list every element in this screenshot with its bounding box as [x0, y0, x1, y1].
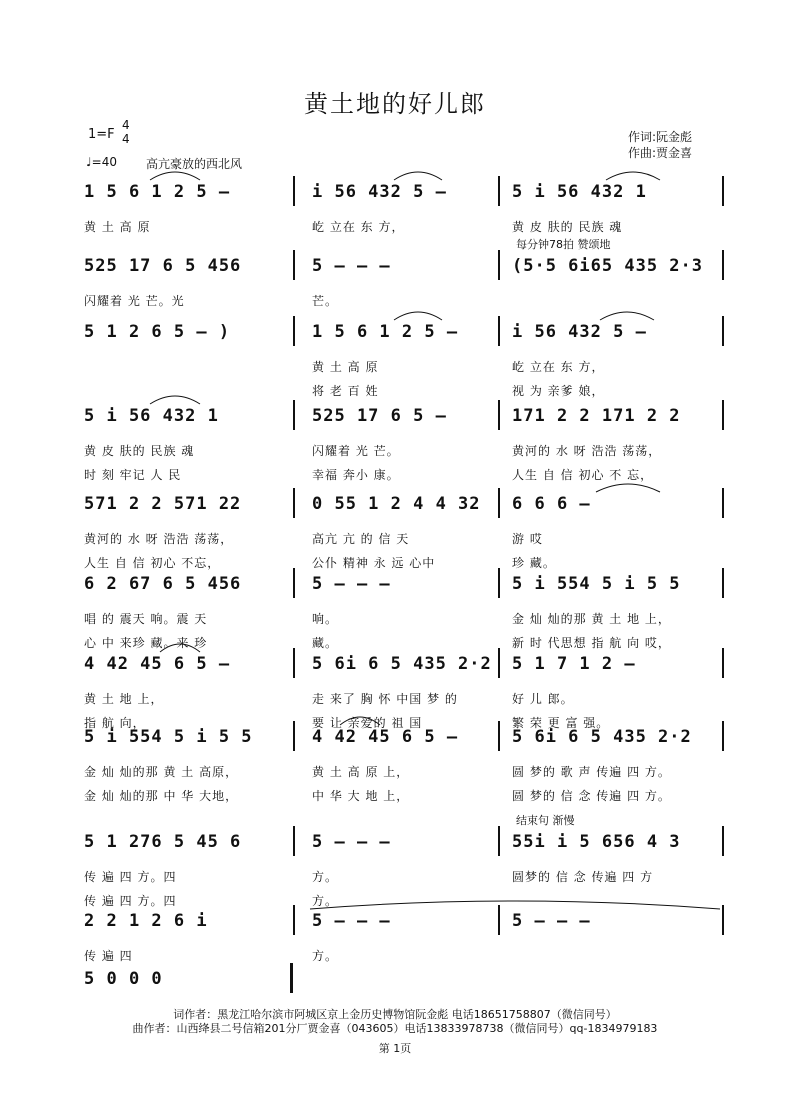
- slur: [150, 172, 200, 180]
- measure-notes: (5·5 6i65 435 2·3: [512, 256, 703, 276]
- slur: [310, 901, 720, 909]
- lyric-text: 公仆 精神 永 远 心中: [312, 556, 436, 570]
- lyric-text: 闪耀着 光 芒。: [312, 444, 400, 458]
- lyric-text: 视 为 亲爹 娘，: [512, 384, 605, 398]
- lyric-text: 走 来了 胸 怀 中国 梦 的: [312, 692, 458, 706]
- lyric-text: 黄 土 地 上，: [84, 692, 164, 706]
- lyricist-credit: 作词:阮金彪: [628, 130, 693, 144]
- measure-notes: 1 5 6 1 2 5 –: [84, 182, 231, 202]
- measure-notes: 5 0 0 0: [84, 969, 163, 989]
- slur: [150, 396, 200, 404]
- lyric-text: 游 哎: [512, 532, 543, 546]
- lyric-text: 黄 皮 肤的 民族 魂: [84, 444, 195, 458]
- measure-notes: 5 1 276 5 45 6: [84, 832, 242, 852]
- measure-notes: i 56 432 5 –: [512, 322, 647, 342]
- measure-notes: 5 1 7 1 2 –: [512, 654, 636, 674]
- slur: [394, 312, 442, 320]
- lyric-text: 黄 皮 肤的 民族 魂: [512, 220, 623, 234]
- time-sig-top: 4: [122, 118, 130, 132]
- slur: [394, 172, 442, 180]
- slur: [600, 312, 654, 320]
- slur: [606, 172, 660, 180]
- lyric-text: 人生 自 信 初心 不 忘，: [512, 468, 654, 482]
- measure-notes: 5 i 56 432 1: [84, 406, 219, 426]
- lyric-text: 金 灿 灿的那 黄 土 地 上，: [512, 612, 671, 626]
- lyric-text: 方。: [312, 870, 339, 884]
- performance-note: 每分钟78拍 赞颂地: [516, 238, 611, 251]
- measure-notes: 171 2 2 171 2 2: [512, 406, 681, 426]
- measure-notes: 5 1 2 6 5 – ): [84, 322, 231, 342]
- lyric-text: 藏。: [312, 636, 339, 650]
- lyric-text: 黄河的 水 呀 浩浩 荡荡，: [84, 532, 234, 546]
- measure-notes: 525 17 6 5 456: [84, 256, 242, 276]
- lyric-text: 黄 土 高 原: [312, 360, 379, 374]
- song-title: 黄土地的好儿郎: [304, 90, 486, 118]
- measure-notes: 2 2 1 2 6 i: [84, 911, 208, 931]
- lyric-text: 幸福 奔小 康。: [312, 468, 400, 482]
- lyric-text: 要 让 亲爱的 祖 国: [312, 716, 423, 730]
- lyric-text: 屹 立在 东 方，: [312, 220, 405, 234]
- measure-notes: 5 6i 6 5 435 2·2: [312, 654, 492, 674]
- measure-notes: 55i i 5 656 4 3: [512, 832, 681, 852]
- lyric-text: 高亢 亢 的 信 天: [312, 532, 410, 546]
- measure-notes: 5 i 56 432 1: [512, 182, 647, 202]
- lyric-text: 传 遍 四 方。四: [84, 870, 177, 884]
- measure-notes: 5 – – –: [312, 574, 391, 594]
- measure-notes: 5 – – –: [312, 911, 391, 931]
- lyric-text: 指 航 向，: [84, 716, 146, 730]
- lyric-text: 圆梦的 信 念 传遍 四 方: [512, 870, 654, 884]
- footer-composer: 曲作者：山西绛县二号信箱201分厂贾金喜（043605）电话13833978738（微信同号）qq-1834979183: [132, 1022, 658, 1035]
- measure-notes: 4 42 45 6 5 –: [84, 654, 231, 674]
- performance-note: 结束句 渐慢: [516, 814, 575, 827]
- measure-notes: 5 i 554 5 i 5 5: [84, 727, 253, 747]
- lyric-text: 金 灿 灿的那 黄 土 高原，: [84, 765, 239, 779]
- lyric-text: 将 老 百 姓: [312, 384, 379, 398]
- lyric-text: 人生 自 信 初心 不忘，: [84, 556, 221, 570]
- footer-lyricist: 词作者：黑龙江哈尔滨市阿城区京上金历史博物馆阮金彪 电话18651758807（微信同号）: [173, 1008, 617, 1021]
- lyric-text: 响。: [312, 612, 339, 626]
- lyric-text: 时 刻 牢记 人 民: [84, 468, 182, 482]
- measure-notes: 5 i 554 5 i 5 5: [512, 574, 681, 594]
- slur: [596, 484, 660, 492]
- lyric-text: 黄 土 高 原 上，: [312, 765, 410, 779]
- lyric-text: 好 儿 郎。: [512, 692, 574, 706]
- lyric-text: 传 遍 四 方。四: [84, 894, 177, 908]
- tempo-mark: ♩=40: [86, 155, 117, 169]
- measure-notes: 571 2 2 571 22: [84, 494, 242, 514]
- lyric-text: 黄河的 水 呀 浩浩 荡荡，: [512, 444, 662, 458]
- measure-notes: 5 – – –: [512, 911, 591, 931]
- measure-notes: 5 – – –: [312, 832, 391, 852]
- key-signature: 1=F: [88, 127, 115, 142]
- lyric-text: 珍 藏。: [512, 556, 556, 570]
- measure-notes: 4 42 45 6 5 –: [312, 727, 459, 747]
- lyric-text: 圆 梦的 信 念 传遍 四 方。: [512, 789, 671, 803]
- measure-notes: 1 5 6 1 2 5 –: [312, 322, 459, 342]
- page-number: 第 1页: [378, 1042, 412, 1055]
- lyric-text: 芒。: [312, 294, 339, 308]
- lyric-text: 新 时 代思想 指 航 向 哎，: [512, 636, 671, 650]
- measure-notes: 6 6 6 –: [512, 494, 591, 514]
- lyric-text: 方。: [312, 894, 339, 908]
- lyric-text: 中 华 大 地 上，: [312, 789, 410, 803]
- measure-notes: 5 – – –: [312, 256, 391, 276]
- measure-notes: 6 2 67 6 5 456: [84, 574, 242, 594]
- slur: [340, 717, 380, 725]
- lyric-text: 黄 土 高 原: [84, 220, 151, 234]
- lyric-text: 圆 梦的 歌 声 传遍 四 方。: [512, 765, 671, 779]
- composer-credit: 作曲:贾金喜: [628, 146, 693, 160]
- measure-notes: 5 6i 6 5 435 2·2: [512, 727, 692, 747]
- slur: [160, 644, 200, 652]
- lyric-text: 方。: [312, 949, 339, 963]
- lyric-text: 金 灿 灿的那 中 华 大地，: [84, 789, 239, 803]
- lyric-text: 屹 立在 东 方，: [512, 360, 605, 374]
- lyric-text: 传 遍 四: [84, 949, 133, 963]
- measure-notes: 0 55 1 2 4 4 32: [312, 494, 481, 514]
- lyric-text: 繁 荣 更 富 强。: [512, 716, 610, 730]
- measure-notes: i 56 432 5 –: [312, 182, 447, 202]
- time-sig-bottom: 4: [122, 132, 130, 146]
- lyric-text: 心 中 来珍 藏。来 珍: [84, 636, 208, 650]
- lyric-text: 闪耀着 光 芒。光: [84, 294, 185, 308]
- measure-notes: 525 17 6 5 –: [312, 406, 447, 426]
- expression-mark: 高亢豪放的西北风: [146, 157, 243, 171]
- lyric-text: 唱 的 震天 响。震 天: [84, 612, 208, 626]
